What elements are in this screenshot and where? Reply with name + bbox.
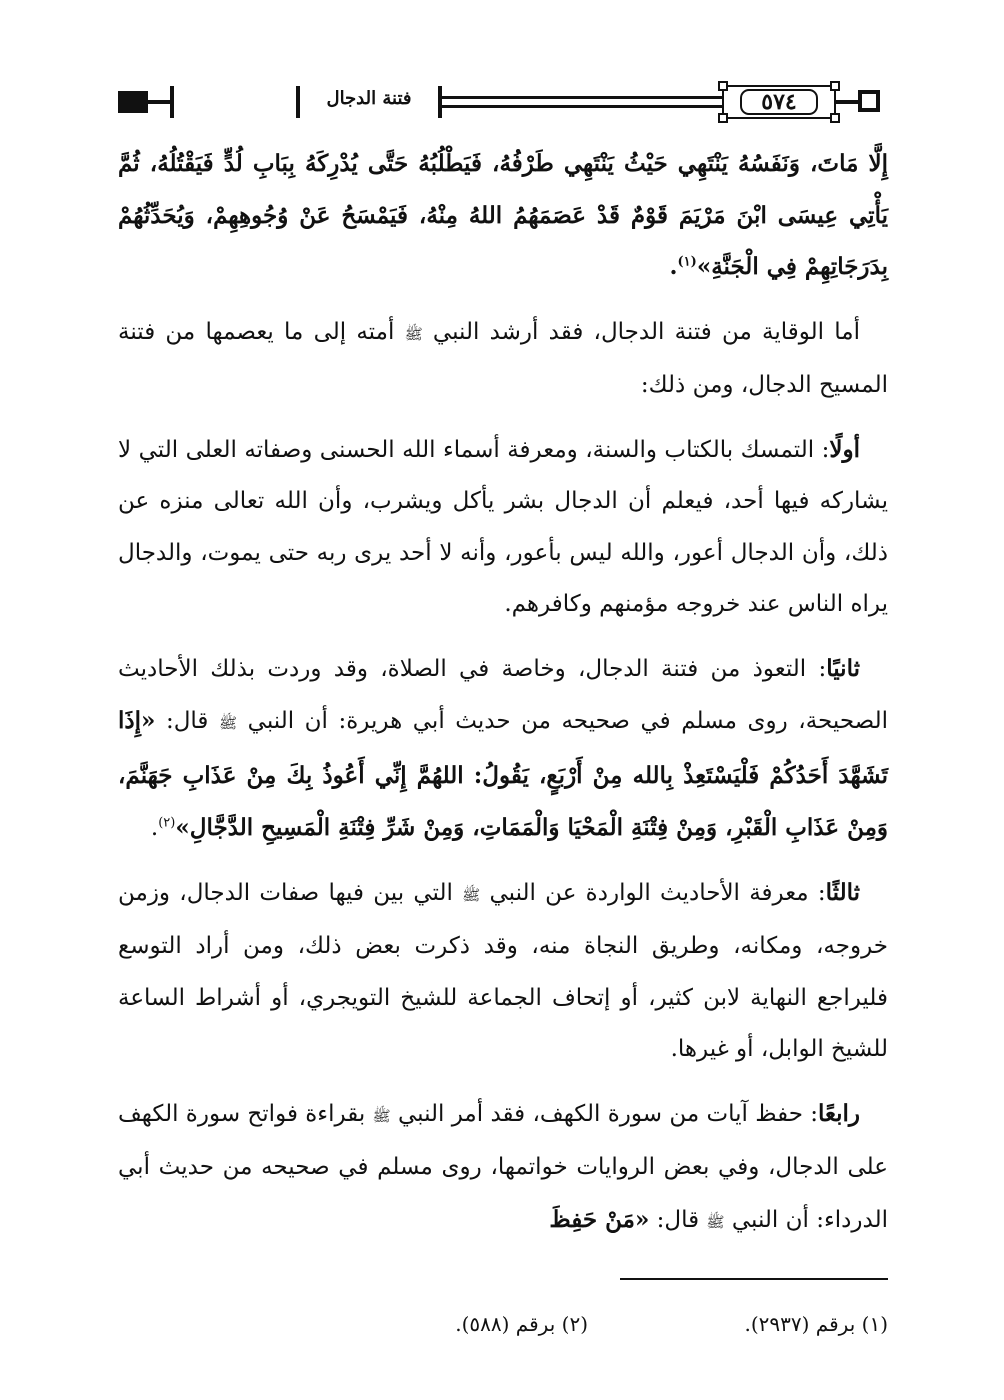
header-rule: [442, 96, 722, 99]
footnote-separator: [620, 1278, 888, 1280]
header-rule: [836, 100, 858, 104]
page-body: [118, 138, 888, 1260]
footnote-ref-1: (١): [677, 254, 697, 270]
footnote-ref-2: (٢): [158, 815, 176, 831]
header-rule: [148, 100, 170, 104]
footnote-1: (١) برقم (٢٩٣٧).: [744, 1312, 888, 1336]
item-label: رابعًا: [817, 1099, 860, 1127]
salutation-mark: ﷺ: [404, 324, 423, 343]
paragraph-intro: أما الوقاية من فتنة الدجال، فقد أرشد النبي ﷺ أمته إلى ما يعصمها من فتنة المسيح الدجال، ومن ذلك:: [118, 318, 888, 398]
item-label: ثالثًا: [825, 878, 861, 906]
quote-continuation: إِلَّا مَاتَ، وَنَفَسُهُ يَنْتَهِي حَيْثُ يَنْتَهِي طَرْفُهُ، فَيَطْلُبُهُ حَتَّى يُدْرِكَهُ بِبَابِ لُدٍّ فَيَقْتُلُهُ، ثُمَّ يَأْتِي عِيسَى ابْنَ مَرْيَمَ قَوْمٌ قَدْ عَصَمَهُمُ اللهُ مِنْهُ، فَيَمْسَحُ عَنْ وُجُوهِهِمْ، وَيُحَدِّثُهُمْ بِدَرَجَاتِهِمْ فِي الْجَنَّةِ»$^{(١)}$.: [118, 150, 888, 280]
hadith-quote: «مَنْ حَفِظَ: [549, 1205, 650, 1233]
salutation-mark: ﷺ: [218, 714, 238, 732]
paragraph-third: ثالثًا: معرفة الأحاديث الواردة عن النبي ﷺ التي بين فيها صفات الدجال، وزمن خروجه، ومكانه، وطريق النجاة منه، وقد ذكرت بعض ذلك، ومن أراد التوسع فليراجع النهاية لابن كثير، أو إتحاف الجماعة للشيخ التويجري، أو أشراط الساعة للشيخ الوابل، أو غيرها.: [118, 878, 888, 1062]
ornament-corner: [830, 81, 840, 91]
header-bar: [170, 86, 174, 118]
header-bar: [296, 86, 300, 118]
ornament-corner: [830, 113, 840, 123]
paragraph-fourth: رابعًا: حفظ آيات من سورة الكهف، فقد أمر النبي ﷺ بقراءة فواتح سورة الكهف على الدجال، وفي بعض الروايات خواتمها، روى مسلم في صحيحه من حديث أبي الدرداء: أن النبي ﷺ قال: «مَنْ حَفِظَ: [117, 1099, 888, 1233]
header-right-square: [858, 90, 880, 112]
header-rule: [442, 105, 722, 108]
page-number: ٥٧٤: [761, 89, 797, 115]
ornament-corner: [718, 113, 728, 123]
footnotes: [118, 1312, 888, 1352]
page-number-box: [722, 85, 836, 119]
salutation-mark: ﷺ: [706, 1212, 725, 1231]
ornament-corner: [718, 81, 728, 91]
item-label: أولًا: [829, 435, 860, 463]
salutation-mark: ﷺ: [372, 1106, 391, 1125]
paragraph-second: ثانيًا: التعوذ من فتنة الدجال، وخاصة في الصلاة، وقد وردت بذلك الأحاديث الصحيحة، روى مسلم في صحيحه من حديث أبي هريرة: أن النبي ﷺ قال: «إِذَا تَشَهَّدَ أَحَدُكُمْ فَلْيَسْتَعِذْ بِالله مِنْ أَرْبَعٍ، يَقُولُ: اللهُمَّ إِنِّي أَعُوذُ بِكَ مِنْ عَذَابِ جَهَنَّمَ، وَمِنْ عَذَابِ الْقَبْرِ، وَمِنْ فِتْنَةِ الْمَحْيَا وَالْمَمَاتِ، وَمِنْ شَرِّ فِتْنَةِ الْمَسِيحِ الدَّجَّالِ»$^{(٢)}$.: [118, 654, 889, 841]
salutation-mark: ﷺ: [462, 885, 481, 904]
footnote-2: (٢) برقم (٥٨٨).: [455, 1312, 588, 1336]
header-bar: [438, 86, 442, 118]
item-label: ثانيًا: [826, 654, 860, 682]
header-left-block: [118, 91, 148, 113]
running-title: فتنة الدجال: [326, 88, 412, 109]
running-header: [118, 82, 888, 122]
hadith-quote: «إِذَا تَشَهَّدَ أَحَدُكُمْ فَلْيَسْتَعِذْ بِالله مِنْ أَرْبَعٍ، يَقُولُ: اللهُمَّ إِنِّي أَعُوذُ بِكَ مِنْ عَذَابِ جَهَنَّمَ، وَمِنْ عَذَابِ الْقَبْرِ، وَمِنْ فِتْنَةِ الْمَحْيَا وَالْمَمَاتِ، وَمِنْ شَرِّ فِتْنَةِ الْمَسِيحِ الدَّجَّالِ»: [118, 707, 888, 841]
paragraph-first: أولًا: التمسك بالكتاب والسنة، ومعرفة أسماء الله الحسنى وصفاته العلى التي لا يشاركه فيها أحد، فيعلم أن الدجال بشر يأكل ويشرب، وأن الله تعالى منزه عن ذلك، وأن الدجال أعور، والله ليس بأعور، وأنه لا أحد يرى ربه حتى يموت، والدجال يراه الناس عند خروجه مؤمنهم وكافرهم.: [118, 435, 888, 617]
